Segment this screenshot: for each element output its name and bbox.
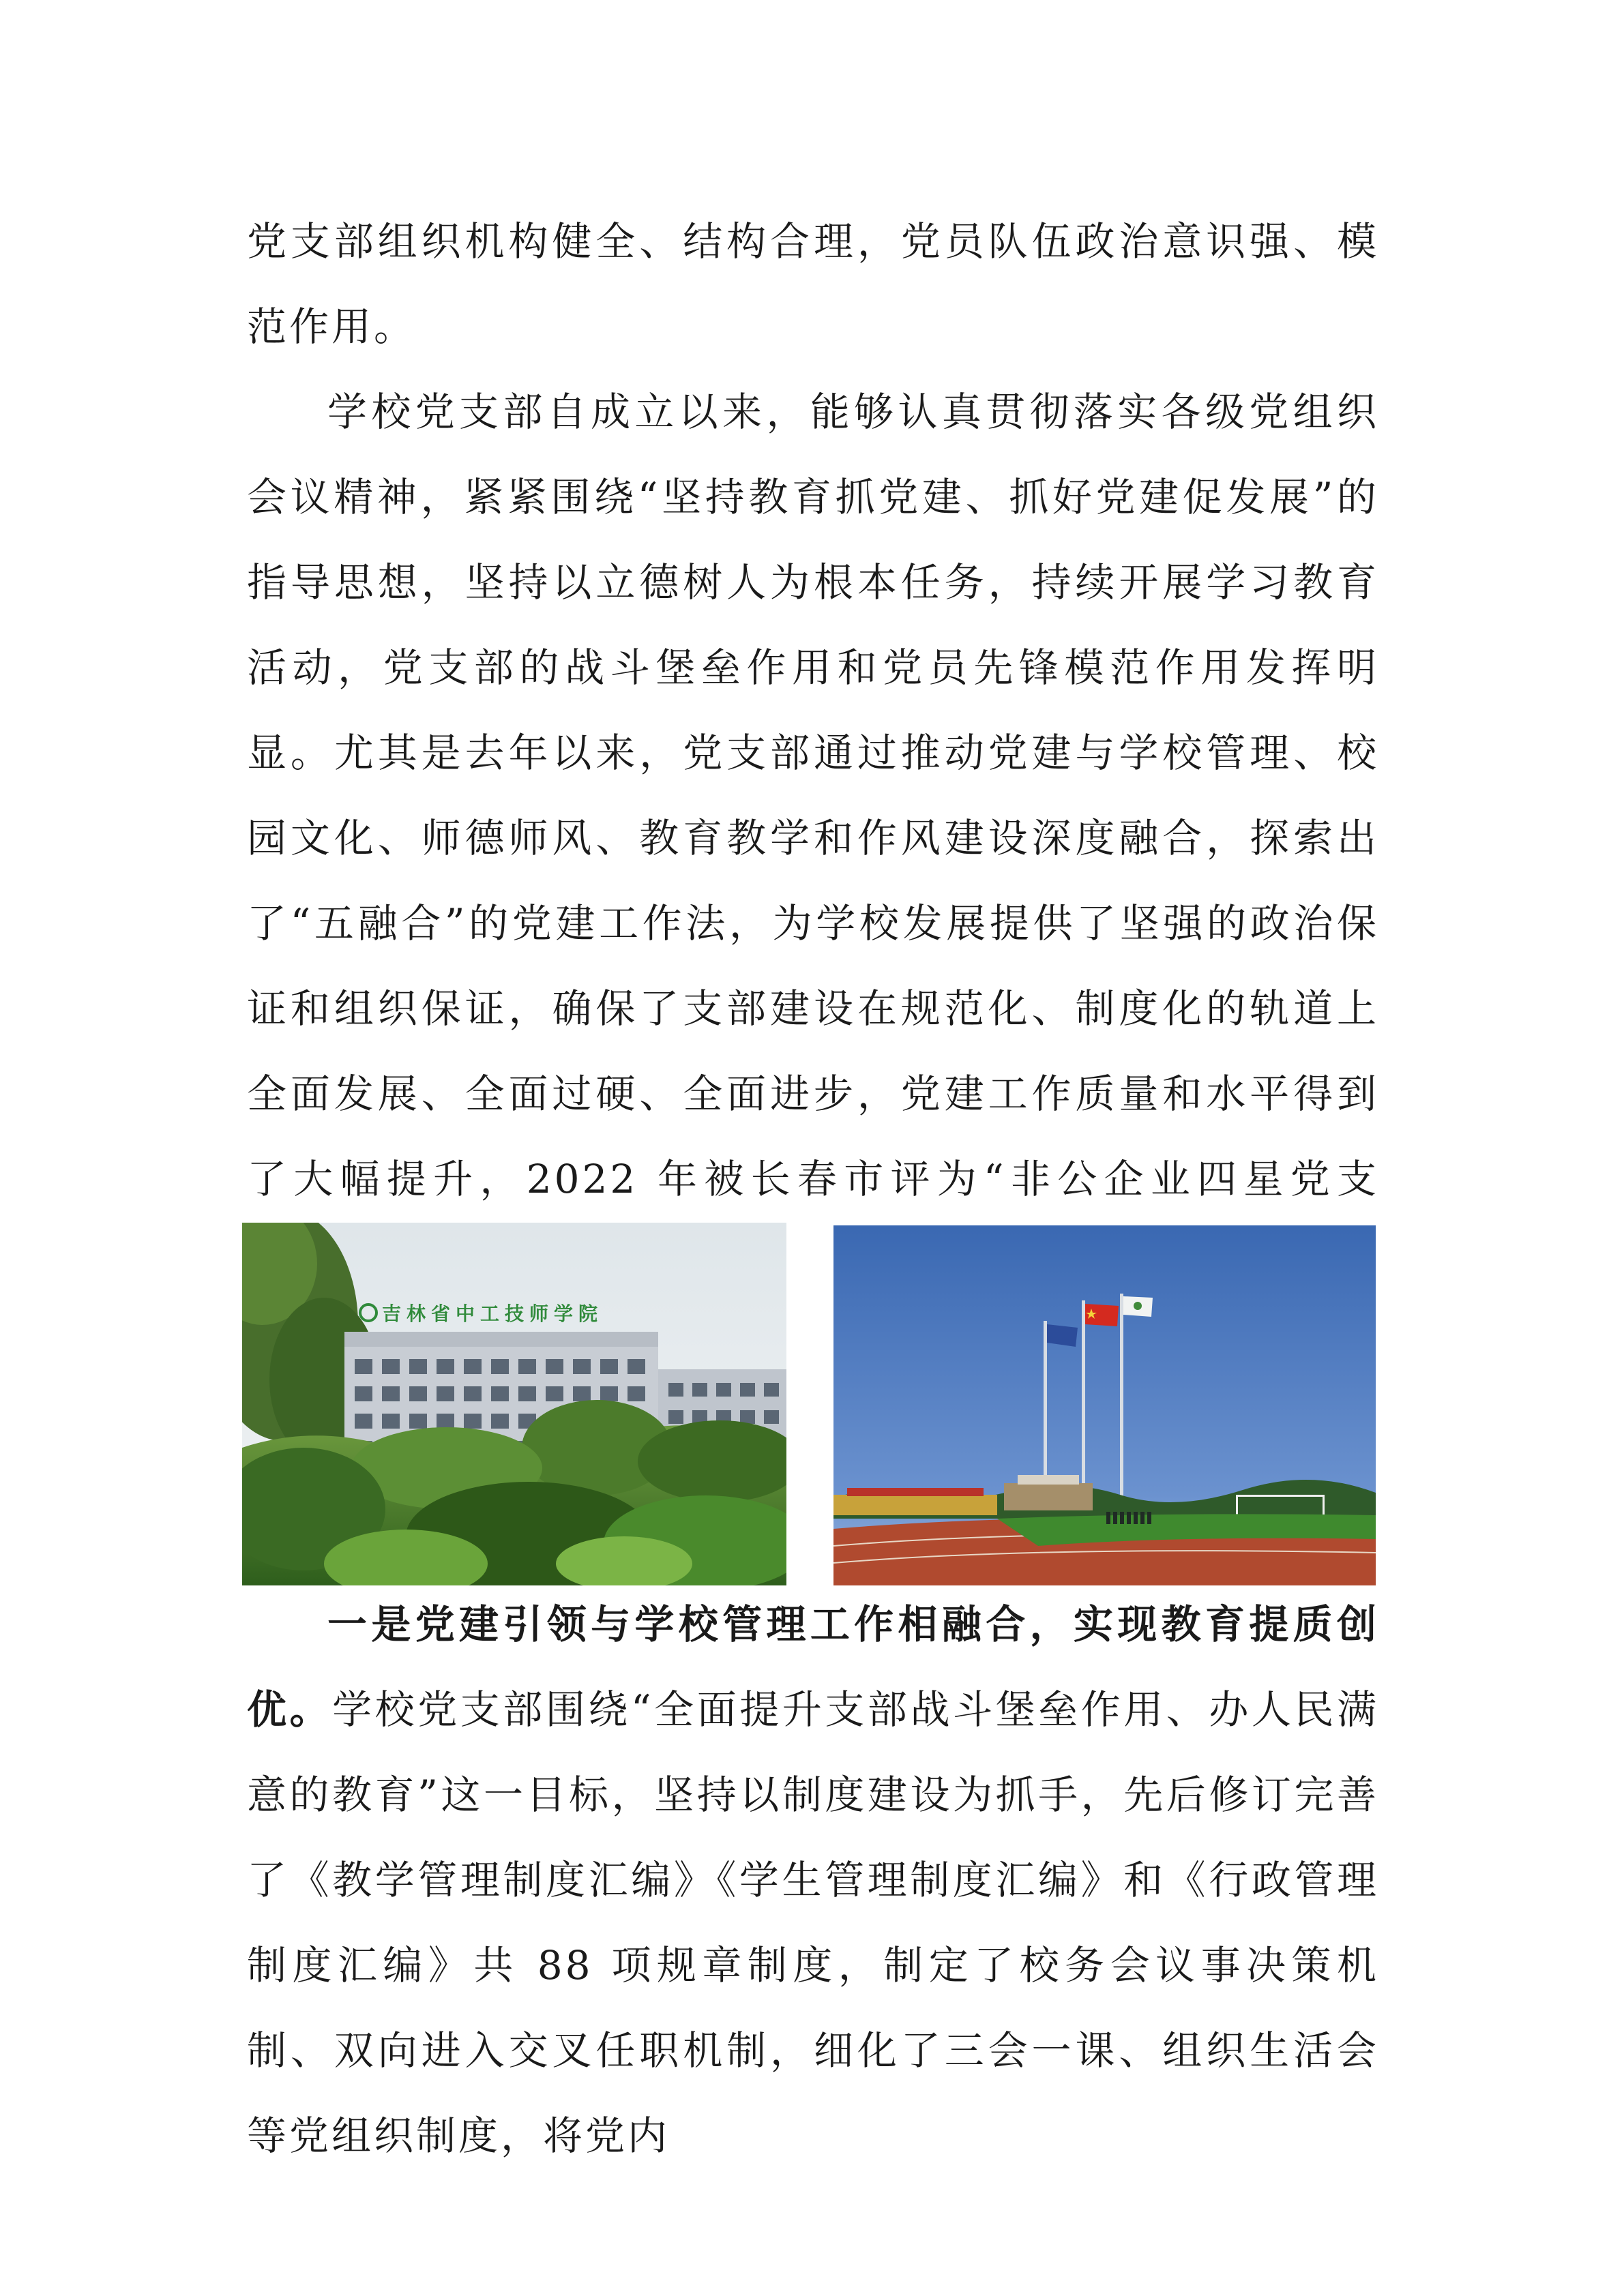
section-one-heading: 一是党建引领与学校管理工作相融合，实现教育提质创优。 bbox=[247, 1601, 1379, 1733]
top-text-block bbox=[247, 199, 1379, 1307]
svg-text:吉林省中工技师学院: 吉林省中工技师学院 bbox=[382, 1303, 604, 1324]
paragraph-2: 学校党支部自成立以来，能够认真贯彻落实各级党组织会议精神，紧紧围绕“坚持教育抓党建、抓好党建促发展”的指导思想，坚持以立德树人为根本任务，持续开展学习教育活动，党支部的战斗堡垒作用和党员先锋模范作用发挥明显。尤其是去年以来，党支部通过推动党建与学校管理、校园文化、师德师风、教育教学和作风建设深度融合，探索出了“五融合”的党建工作法，为学校发展提供了坚强的政治保证和组织保证，确保了支部建设在规范化、制度化的轨道上全面发展、全面过硬、全面进步，党建工作质量和水平得到了大幅提升，2022 年被长春市评为“非公企业四星党支 bbox=[247, 389, 1379, 1202]
paragraph-1: 党支部组织机构健全、结构合理，党员队伍政治意识强、模范作用。 bbox=[247, 218, 1379, 350]
section-one-paragraph bbox=[247, 1582, 1379, 2179]
section-one-block bbox=[247, 1582, 1379, 2179]
school-building-photo bbox=[242, 1223, 786, 1585]
flag-poles-photo bbox=[833, 1225, 1376, 1585]
section-one-body: 学校党支部围绕“全面提升支部战斗堡垒作用、办人民满意的教育”这一目标，坚持以制度建设为抓手，先后修订完善了《教学管理制度汇编》《学生管理制度汇编》和《行政管理制度汇编》共 88 项规章制度，制定了校务会议事决策机制、双向进入交叉任职机制，细化了三会一课、组织生活会等党组织制度，将党内 bbox=[247, 1686, 1379, 2159]
